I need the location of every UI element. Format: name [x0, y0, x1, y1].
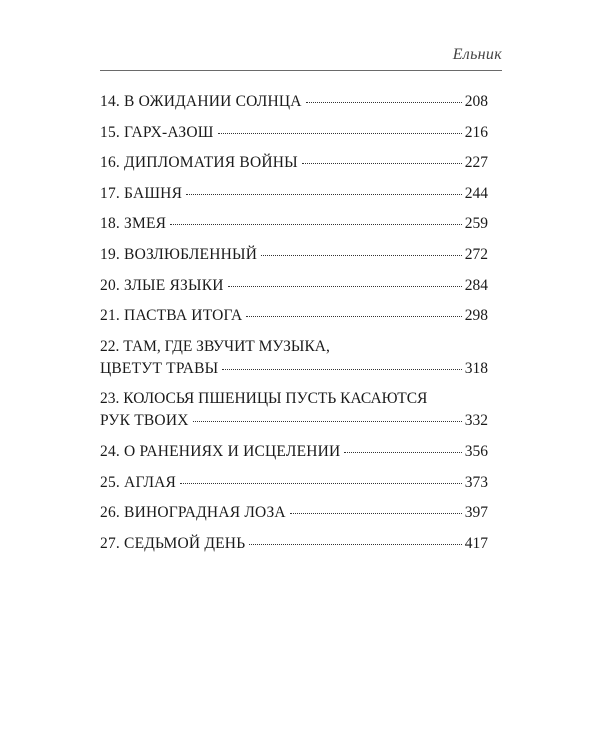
toc-entry[interactable]: [100, 441, 488, 463]
toc-title-first-line: 23. КОЛОСЬЯ ПШЕНИЦЫ ПУСТЬ КАСАЮТСЯ: [100, 390, 428, 408]
toc-title: 25. АГЛАЯ: [100, 473, 177, 491]
toc-title: 17. БАШНЯ: [100, 184, 183, 202]
toc-page-number: 216: [464, 123, 488, 141]
toc-title: 19. ВОЗЛЮБЛЕННЫЙ: [100, 245, 258, 263]
toc-page-number: 373: [464, 473, 488, 491]
toc-entry[interactable]: [100, 213, 488, 235]
dot-leader: [218, 133, 462, 134]
toc-entry[interactable]: [100, 244, 488, 266]
toc-page-number: 227: [464, 154, 488, 172]
toc-entry[interactable]: [100, 502, 488, 524]
toc-line: [100, 91, 488, 113]
toc-line: [100, 410, 488, 432]
dot-leader: [306, 102, 462, 103]
running-head: [100, 44, 502, 71]
toc-entry[interactable]: [100, 122, 488, 144]
toc-line: [100, 502, 488, 524]
running-title: Ельник: [452, 46, 502, 63]
toc-page-number: 284: [464, 276, 488, 294]
toc-line: [100, 122, 488, 144]
toc-title-first-line: 22. ТАМ, ГДЕ ЗВУЧИТ МУЗЫКА,: [100, 337, 330, 355]
toc-line: [100, 441, 488, 463]
toc-page-number: 272: [464, 245, 488, 263]
dot-leader: [170, 224, 462, 225]
toc-title: 20. ЗЛЫЕ ЯЗЫКИ: [100, 276, 224, 294]
toc-entry[interactable]: [100, 388, 488, 432]
toc-line: [100, 472, 488, 494]
toc-title: РУК ТВОИХ: [100, 412, 189, 430]
dot-leader: [222, 369, 461, 370]
toc-line: [100, 358, 488, 380]
dot-leader: [302, 163, 462, 164]
toc-page-number: 244: [464, 184, 488, 202]
toc-page-number: 298: [464, 307, 488, 325]
table-of-contents: [100, 91, 488, 563]
dot-leader: [246, 316, 461, 317]
dot-leader: [344, 452, 461, 453]
dot-leader: [228, 286, 462, 287]
toc-title: 26. ВИНОГРАДНАЯ ЛОЗА: [100, 504, 286, 522]
dot-leader: [186, 194, 462, 195]
dot-leader: [193, 421, 462, 422]
toc-title: 15. ГАРХ-АЗОШ: [100, 123, 214, 141]
toc-title: ЦВЕТУТ ТРАВЫ: [100, 359, 219, 377]
toc-entry[interactable]: [100, 275, 488, 297]
toc-entry[interactable]: [100, 533, 488, 555]
toc-line: [100, 183, 488, 205]
toc-entry[interactable]: [100, 336, 488, 380]
toc-entry[interactable]: [100, 91, 488, 113]
toc-entry[interactable]: [100, 152, 488, 174]
toc-line: [100, 305, 488, 327]
toc-page-number: 417: [464, 534, 488, 552]
dot-leader: [180, 483, 462, 484]
toc-title: 21. ПАСТВА ИТОГА: [100, 307, 243, 325]
toc-line: [100, 275, 488, 297]
toc-title: 24. О РАНЕНИЯХ И ИСЦЕЛЕНИИ: [100, 442, 341, 460]
toc-page-number: 332: [464, 412, 488, 430]
toc-page-number: 208: [464, 93, 488, 110]
toc-line: [100, 152, 488, 174]
dot-leader: [290, 513, 462, 514]
toc-entry[interactable]: [100, 472, 488, 494]
toc-page-number: 259: [464, 215, 488, 233]
toc-title: 14. В ОЖИДАНИИ СОЛНЦА: [100, 93, 302, 110]
toc-page-number: 356: [464, 442, 488, 460]
toc-line: [100, 244, 488, 266]
toc-title: 18. ЗМЕЯ: [100, 215, 167, 233]
toc-title: 27. СЕДЬМОЙ ДЕНЬ: [100, 534, 246, 552]
toc-line: [100, 213, 488, 235]
toc-page-number: 397: [464, 504, 488, 522]
toc-page-number: 318: [464, 359, 488, 377]
toc-entry[interactable]: [100, 305, 488, 327]
toc-title: 16. ДИПЛОМАТИЯ ВОЙНЫ: [100, 154, 298, 172]
toc-line: [100, 533, 488, 555]
dot-leader: [261, 255, 462, 256]
dot-leader: [249, 544, 461, 545]
toc-entry[interactable]: [100, 183, 488, 205]
